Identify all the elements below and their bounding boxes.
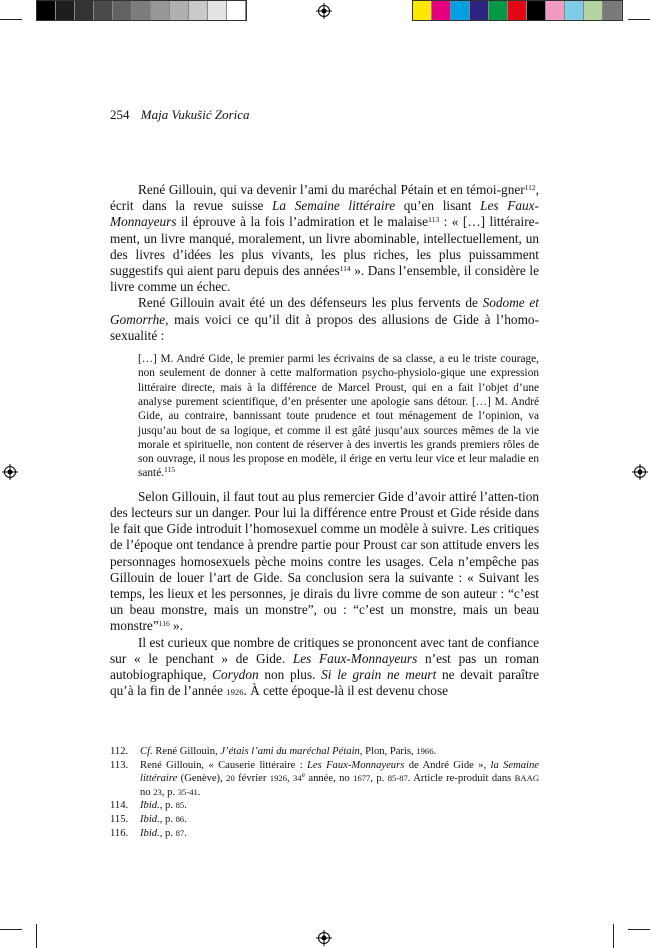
text-run: ». <box>169 618 184 634</box>
page-ref: 86 <box>175 813 185 824</box>
text-italic: Cf. <box>140 746 153 757</box>
color-swatch <box>132 1 151 20</box>
text-italic: Ibid., <box>140 827 163 839</box>
page-ref: 85 <box>175 800 185 811</box>
color-swatch <box>508 1 527 20</box>
registration-mark-icon <box>316 930 332 946</box>
crop-mark <box>36 924 37 948</box>
text-italic: Ibid., <box>140 813 163 825</box>
text-run: no <box>140 786 154 798</box>
text-run: p. <box>162 813 176 825</box>
crop-mark <box>0 929 22 930</box>
number: 23 <box>153 786 162 797</box>
footnote-text <box>140 799 539 813</box>
footnote-number: 115. <box>110 813 129 825</box>
paragraph <box>110 295 539 344</box>
text-run: année, no <box>304 773 354 785</box>
text-run: p. <box>162 800 176 812</box>
text-run: , mais voici ce qu’il dit à propos des allusions de Gide à l’homo-sexualité : <box>110 311 539 343</box>
registration-mark-icon <box>2 464 18 480</box>
page-ref: 87 <box>175 827 185 838</box>
footnote-text <box>140 745 539 759</box>
title-italic: Les Faux-Monnayeurs <box>110 198 539 230</box>
text-run: . <box>184 800 187 812</box>
text-run: , p. <box>370 773 388 785</box>
block-quote <box>138 352 539 481</box>
footnote <box>110 813 539 827</box>
text-run: , <box>286 773 294 785</box>
color-swatch <box>94 1 113 20</box>
footnote-number: 116. <box>110 827 129 839</box>
color-swatch <box>56 1 75 20</box>
color-swatch <box>565 1 584 20</box>
text-run: Il est curieux que nombre de critiques se prononcent avec tant de confiance sur « le penchant » de Gide. <box>110 634 539 666</box>
footnote-number: 113. <box>110 759 129 771</box>
text-italic: Ibid., <box>140 800 163 812</box>
color-swatch <box>432 1 451 20</box>
text-run: . <box>433 746 437 757</box>
footnote-number: 112. <box>110 746 129 757</box>
footnotes <box>110 745 539 840</box>
paragraph <box>110 182 539 295</box>
color-swatch <box>451 1 470 20</box>
color-calibration-bar <box>412 0 623 21</box>
text-run: n’est pas un roman autobiographique, <box>110 650 539 682</box>
year: 1966 <box>416 746 434 756</box>
text-italic: J’étais l’ami du maréchal Pétain, <box>220 746 363 757</box>
text-run: , écrit dans la revue suisse <box>110 182 539 214</box>
text-run: . <box>184 827 187 839</box>
text-run: Plon, Paris, <box>362 746 417 757</box>
footnote-ref: 116 <box>158 619 170 629</box>
footnote <box>110 799 539 813</box>
text-run: février <box>234 773 270 785</box>
acronym: BAAG <box>514 773 540 784</box>
text-run: , p. <box>161 786 178 798</box>
color-swatch <box>470 1 489 20</box>
color-swatch <box>75 1 94 20</box>
footnote-ref: 113 <box>428 215 440 225</box>
text-run: il éprouve à la fois l’admiration et le malaise <box>176 214 429 230</box>
text-run: . À cette époque-là il est devenu chose <box>243 683 449 699</box>
text-italic: Les Faux-Monnayeurs <box>307 759 405 771</box>
title-italic: Corydon <box>212 666 259 682</box>
crop-mark <box>613 924 614 948</box>
number: 34 <box>293 773 302 784</box>
running-head-author: Maja Vukušić Zorica <box>140 107 250 122</box>
color-swatch <box>546 1 565 20</box>
paragraph <box>110 489 539 635</box>
title-italic: Sodome et Gomorrhe <box>110 295 539 327</box>
footnote-ref: 115 <box>164 465 176 475</box>
color-swatch <box>189 1 208 20</box>
footnote-ref: 114 <box>339 264 351 274</box>
footnote-ref: 112 <box>524 183 536 192</box>
text-run: (Genève), <box>177 773 227 785</box>
crop-mark <box>628 929 650 930</box>
footnote-text <box>140 827 539 841</box>
footnote <box>110 745 539 759</box>
page-range: 35-41 <box>177 786 198 797</box>
color-swatch <box>584 1 603 20</box>
title-italic: La Semaine littéraire <box>272 198 396 214</box>
text-run: . <box>184 813 187 825</box>
color-swatch <box>603 1 622 20</box>
page-range: 85-87 <box>387 773 408 784</box>
year: 1926 <box>226 687 244 698</box>
page-number: 254 <box>110 107 130 122</box>
text-run: : « […] littéraire-ment, un livre manqué, moralement, un livre abominable, intellectuellement, un des livres d’idées les plus vivants, les plus riches, les plus puissamment suggestifs qui aient paru depuis des années <box>110 214 539 279</box>
color-swatch <box>413 1 432 20</box>
text-run: ne devait paraître qu’à la fin de l’année <box>110 666 539 699</box>
number: 1677 <box>353 773 371 784</box>
footnote-text <box>140 813 539 827</box>
crop-mark <box>0 19 22 20</box>
text-italic: la Semaine littéraire <box>140 759 539 785</box>
number: 20 <box>226 773 235 784</box>
color-swatch <box>37 1 56 20</box>
color-swatch <box>527 1 546 20</box>
text-run: René Gillouin, <box>152 746 221 757</box>
text-run: René Gillouin, « Causerie littéraire : <box>140 759 308 771</box>
crop-mark <box>628 19 650 20</box>
text-run: . <box>197 786 201 798</box>
text-run: p. <box>162 827 176 839</box>
ordinal-sup: e <box>301 770 305 780</box>
body-text <box>110 182 539 700</box>
text-run: . Article re-produit dans <box>407 773 515 785</box>
footnote <box>110 759 539 800</box>
grayscale-calibration-bar <box>36 0 247 21</box>
color-swatch <box>113 1 132 20</box>
color-swatch <box>227 1 246 20</box>
quote-text: […] M. André Gide, le premier parmi les écrivains de sa classe, a eu le triste courage, non seulement de donner à cette malformation psycho-physiolo-gique une expression littéraire directe, mais à la différence de Marcel Proust, qui en a fait l’objet d’une analyse purement scientifique, d’en présenter une apologie sans détour. […] M. André Gide, au contraire, bannissant toute prudence et tout ménagement de l’opinion, va jusqu’au bout de sa logique, et comme il est gâté jusqu’aux sources mêmes de la vie morale et spirituelle, non content de réserver à des invertis les grands premiers rôles de son ouvrage, il nous les propose en modèle, il érige en vertu leur vice et leur maladie en santé. <box>138 353 539 480</box>
text-run: de André Gide », <box>404 759 491 771</box>
footnote-number: 114. <box>110 800 129 812</box>
registration-mark-icon <box>632 464 648 480</box>
paragraph <box>110 635 539 701</box>
registration-mark-icon <box>316 3 332 19</box>
footnote-text <box>140 759 539 800</box>
text-run: René Gillouin avait été un des défenseurs les plus fervents de <box>138 295 483 311</box>
title-italic: Les Faux-Monnayeurs <box>292 650 418 666</box>
text-run: Selon Gillouin, il faut tout au plus remercier Gide d’avoir attiré l’atten-tion des lecteurs sur un danger. Pour lui la différence entre Proust et Gide réside dans le fait que Gide introduit l’homosexuel comme un modèle à suivre. Les critiques de l’époque ont tendance à prendre partie pour Proust car son attitude envers les personnages homosexuels pèche moins contre les usages. Cela n’empêche pas Gillouin de louer l’art de Gide. Sa conclusion sera la suivante : « Suivant les temps, les lieux et les personnes, je dirais du livre comme de son auteur : “c’est un beau monstre, mais un monstre”, ou : “c’est un monstre, mais un beau monstre” <box>110 488 539 634</box>
text-run: non plus. <box>258 666 322 682</box>
text-run: qu’en lisant <box>395 198 481 214</box>
color-swatch <box>489 1 508 20</box>
color-swatch <box>170 1 189 20</box>
color-swatch <box>151 1 170 20</box>
text-run: ». Dans l’ensemble, il considère le livre comme un échec. <box>110 263 539 295</box>
text-run: René Gillouin, qui va devenir l’ami du maréchal Pétain et en témoi-gner <box>138 182 525 197</box>
title-italic: Si le grain ne meurt <box>321 666 437 682</box>
footnote <box>110 827 539 841</box>
year: 1926 <box>269 773 287 784</box>
running-head <box>110 107 250 123</box>
color-swatch <box>208 1 227 20</box>
